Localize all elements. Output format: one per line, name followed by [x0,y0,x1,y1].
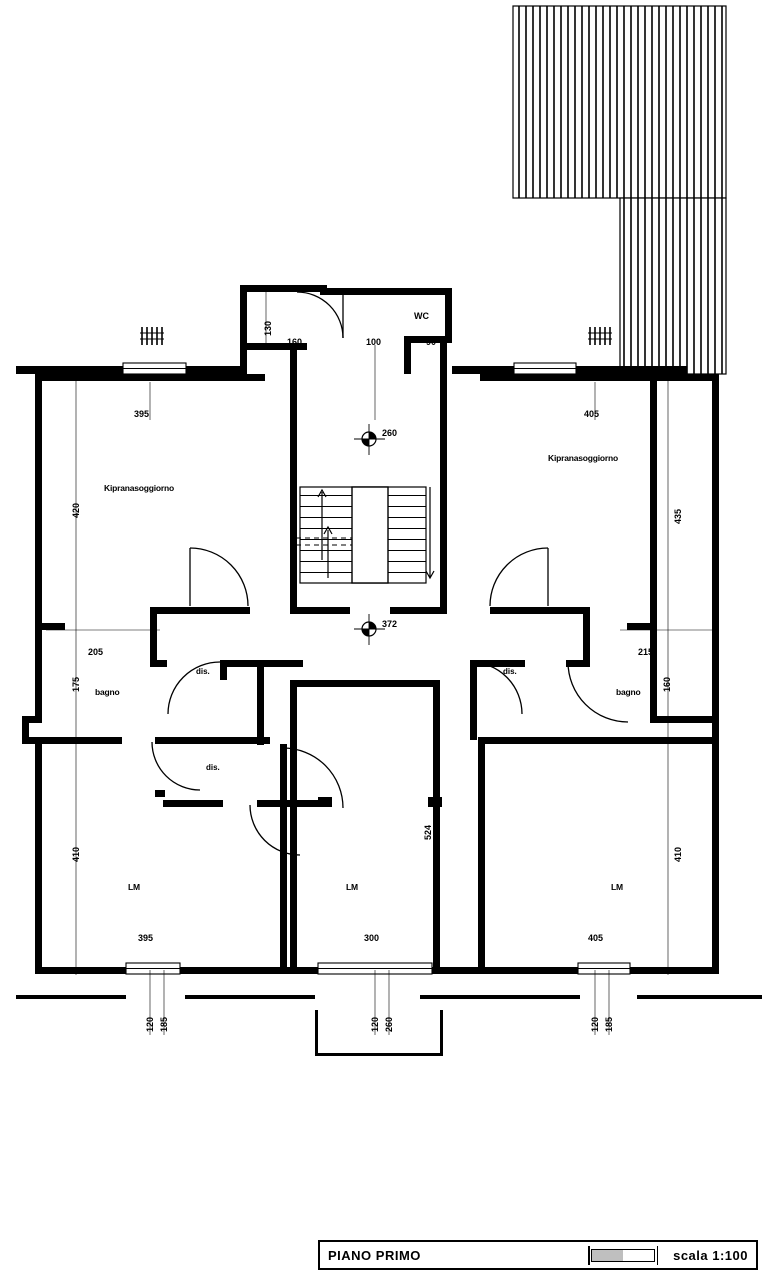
dimension-text: 205 [88,647,104,657]
dimension-text: 90 [426,337,437,347]
dimension-text: 120 [145,1016,155,1032]
staircase [296,487,434,583]
scale-bar-graphic [421,1249,661,1262]
hatched-roof-area [513,6,726,374]
dimension-text: 120 [370,1016,380,1032]
room-label-hall-lower: dis. [206,763,220,772]
dimension-text-column-260: 260 [382,428,398,438]
room-label-bath-right: bagno [616,687,641,697]
dimension-text: 120 [590,1016,600,1032]
dimension-text-column-372: 372 [382,619,398,629]
dimension-text: 395 [134,409,150,419]
dimension-text: 410 [71,846,81,862]
scale-bar [591,1249,655,1262]
dimension-text: 524 [423,824,433,840]
dimension-text: 260 [384,1016,394,1032]
room-label-hall-right: dis. [503,667,517,676]
dimension-text: 420 [71,502,81,518]
dimension-text: 160 [662,676,672,692]
scale-label: scala 1:100 [673,1247,748,1263]
dimension-text: 160 [287,337,303,347]
dimension-text: 175 [71,676,81,692]
room-label-hall-left: dis. [196,667,210,676]
dimension-text: 215 [638,647,654,657]
dimension-text: 300 [364,933,380,943]
dimension-text: 405 [584,409,600,419]
room-label-bedroom-right: LM [611,882,623,892]
dimension-text: 130 [263,320,273,336]
dimension-text: 410 [673,846,683,862]
room-label-wc: WC [414,311,429,321]
room-label-bedroom-left: LM [128,882,140,892]
dimension-text: 185 [604,1016,614,1032]
dimension-text: 100 [366,337,382,347]
room-label-living-left: Kipranasoggiorno [104,483,174,493]
drawing-title: PIANO PRIMO [328,1247,421,1263]
title-block [318,1240,758,1270]
room-label-bath-left: bagno [95,687,120,697]
dimension-text: 395 [138,933,154,943]
dimension-text: 405 [588,933,604,943]
exterior-walls [16,285,762,1056]
dimension-text: 185 [159,1016,169,1032]
dimension-text: 435 [673,508,683,524]
room-label-living-right: Kipranasoggiorno [548,453,618,463]
room-label-bedroom-mid: LM [346,882,358,892]
dimension-lines [46,292,712,1035]
